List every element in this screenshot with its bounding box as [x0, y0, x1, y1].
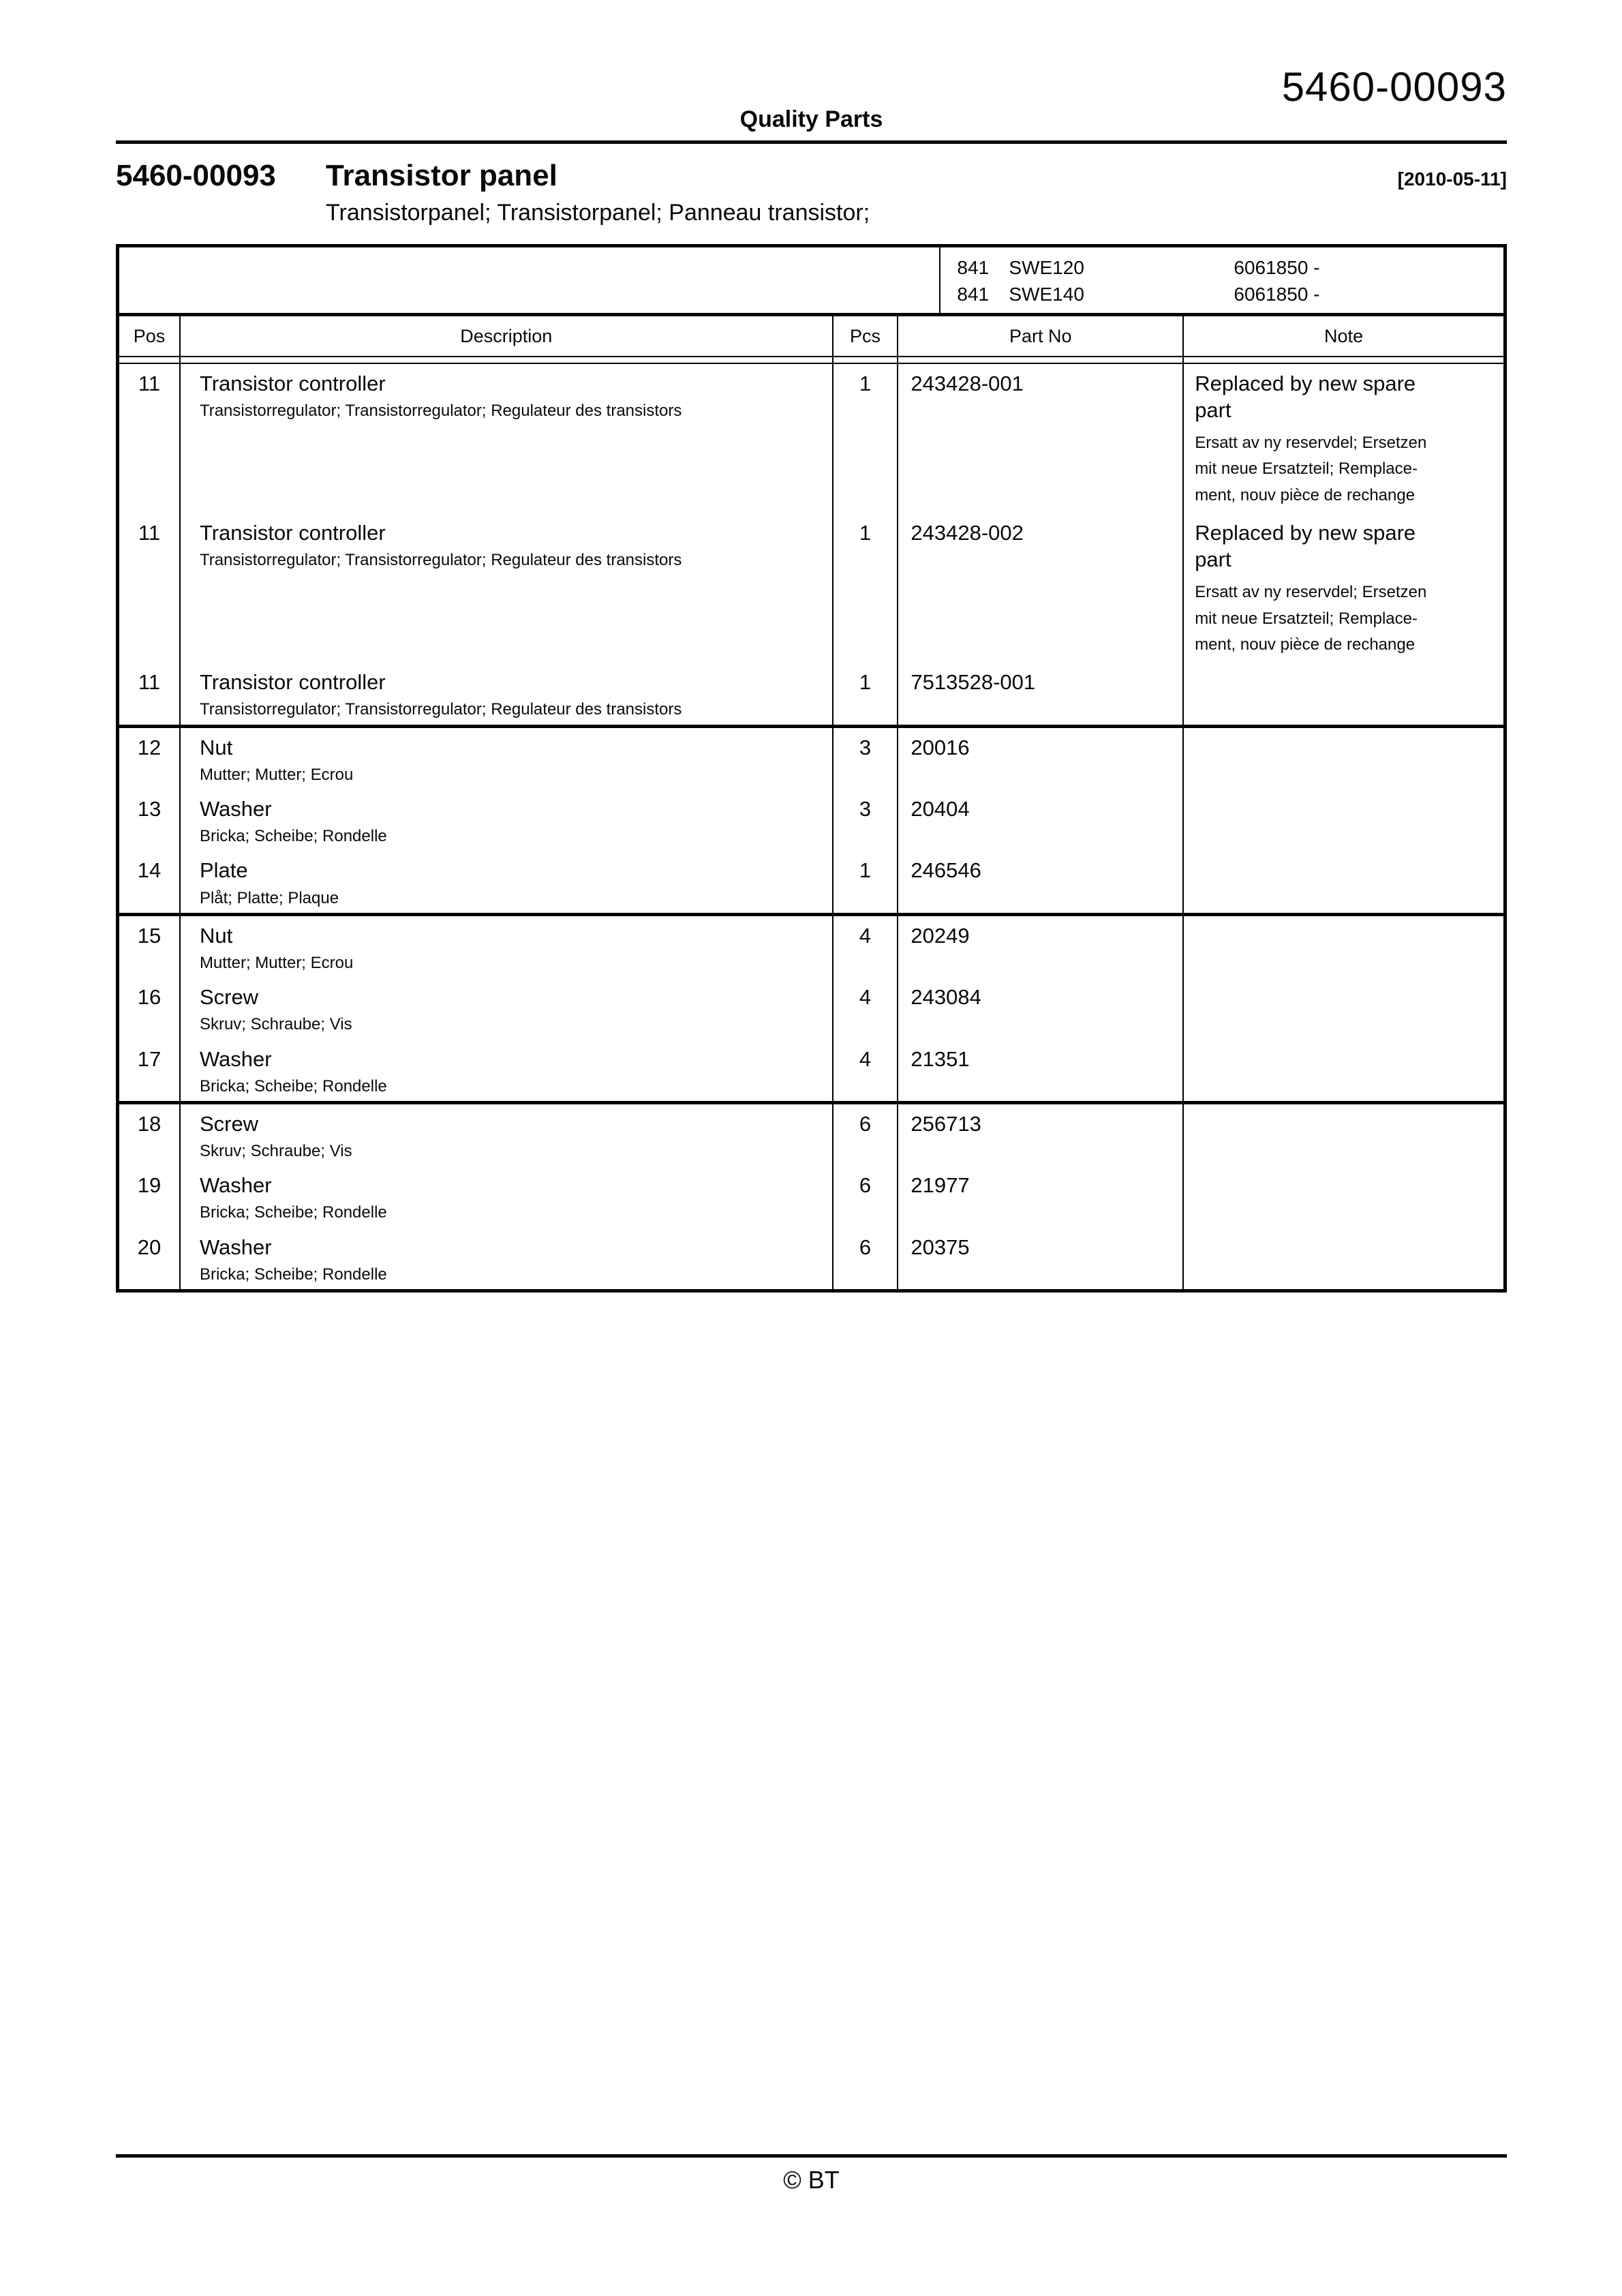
- row-part-no: 21977: [897, 1166, 1182, 1227]
- model-code: 841: [957, 257, 990, 278]
- model-name: SWE120: [1009, 257, 1084, 278]
- row-description: [179, 513, 832, 663]
- masthead: [116, 64, 1507, 132]
- row-part-no: 243084: [897, 978, 1182, 1039]
- description-translations: Bricka; Scheibe; Rondelle: [199, 827, 387, 846]
- description-main: Transistor controller: [199, 670, 386, 695]
- row-note: [1182, 1228, 1503, 1289]
- description-main: Washer: [199, 1173, 272, 1198]
- row-pcs: 6: [832, 1104, 898, 1166]
- title-row: [116, 159, 1507, 193]
- row-description: [179, 916, 832, 978]
- row-note: [1182, 789, 1503, 851]
- table-row: [119, 364, 1503, 513]
- row-description: [179, 364, 832, 513]
- row-part-no: 256713: [897, 1104, 1182, 1166]
- row-group: [119, 364, 1503, 725]
- row-note: [1182, 978, 1503, 1039]
- row-description: [179, 978, 832, 1039]
- row-description: [179, 851, 832, 912]
- description-translations: Skruv; Schraube; Vis: [199, 1015, 352, 1034]
- row-pos: 14: [137, 858, 162, 883]
- row-pcs: 4: [832, 978, 898, 1039]
- description-translations: Bricka; Scheibe; Rondelle: [199, 1203, 387, 1222]
- note-translations: Ersatt av ny reservdel; Ersetzen mit neue Ersatzteil; Remplace- ment, nouv pièce de rechange: [1195, 433, 1427, 505]
- description-main: Plate: [199, 858, 248, 883]
- row-pos: 12: [137, 735, 162, 759]
- table-row: [119, 1104, 1503, 1166]
- description-translations: Bricka; Scheibe; Rondelle: [199, 1076, 387, 1096]
- description-translations: Transistorregulator; Transistorregulator; Regulateur des transistors: [199, 402, 682, 421]
- row-pos: 16: [137, 985, 162, 1010]
- page-footer: [116, 2154, 1507, 2194]
- row-pcs: 1: [832, 663, 898, 724]
- description-translations: Skruv; Schraube; Vis: [199, 1142, 352, 1161]
- table-row: [119, 916, 1503, 978]
- model-serial-range: 6061850 -: [1234, 257, 1320, 278]
- row-pos: 18: [137, 1111, 162, 1136]
- model-row: [957, 281, 1503, 307]
- row-part-no: 21351: [897, 1040, 1182, 1101]
- row-pos: 19: [137, 1173, 162, 1198]
- row-part-no: 20375: [897, 1228, 1182, 1289]
- row-note: [1182, 916, 1503, 978]
- doc-number-top: 5460-00093: [1281, 64, 1507, 110]
- row-note: [1182, 1040, 1503, 1101]
- description-main: Nut: [199, 735, 233, 759]
- note-main: Replaced by new spare part: [1195, 372, 1416, 422]
- description-main: Washer: [199, 797, 272, 821]
- row-pcs: 1: [832, 513, 898, 663]
- table-header-row: [119, 316, 1503, 357]
- row-pcs: 6: [832, 1228, 898, 1289]
- row-pos: 11: [138, 372, 161, 395]
- row-description: [179, 728, 832, 789]
- col-header-part-no: Part No: [897, 316, 1182, 356]
- row-description: [179, 1228, 832, 1289]
- row-pos: 20: [137, 1235, 162, 1259]
- row-note: [1182, 513, 1503, 663]
- description-translations: Transistorregulator; Transistorregulator; Regulateur des transistors: [199, 551, 682, 570]
- model-box-empty-cell: [119, 247, 940, 313]
- copyright: © BT: [783, 2166, 840, 2194]
- revision-date: [2010-05-11]: [1397, 168, 1507, 190]
- description-main: Screw: [199, 1111, 259, 1136]
- parts-table: [116, 244, 1507, 1293]
- model-code: 841: [957, 284, 990, 305]
- table-row: [119, 1166, 1503, 1227]
- title-doc-number: 5460-00093: [116, 159, 276, 192]
- row-note: [1182, 851, 1503, 912]
- table-row: [119, 1228, 1503, 1289]
- row-note: [1182, 663, 1503, 724]
- description-main: Washer: [199, 1046, 272, 1071]
- brand-title: Quality Parts: [739, 106, 883, 132]
- row-note: [1182, 728, 1503, 789]
- row-pos: 11: [138, 670, 161, 695]
- row-part-no: 243428-002: [897, 513, 1182, 663]
- row-part-no: 243428-001: [897, 364, 1182, 513]
- model-serial-range: 6061850 -: [1234, 284, 1320, 305]
- description-translations: Plåt; Platte; Plaque: [199, 888, 339, 907]
- row-part-no: 20404: [897, 789, 1182, 851]
- row-description: [179, 1166, 832, 1227]
- description-translations: Transistorregulator; Transistorregulator; Regulateur des transistors: [199, 700, 682, 719]
- row-part-no: 246546: [897, 851, 1182, 912]
- table-row: [119, 1040, 1503, 1101]
- table-row: [119, 728, 1503, 789]
- row-pcs: 3: [832, 789, 898, 851]
- row-pcs: 1: [832, 851, 898, 912]
- footer-rule: [116, 2154, 1507, 2158]
- table-row: [119, 789, 1503, 851]
- row-note: [1182, 364, 1503, 513]
- description-main: Washer: [199, 1235, 272, 1259]
- row-description: [179, 1040, 832, 1101]
- description-translations: Mutter; Mutter; Ecrou: [199, 765, 354, 784]
- row-pcs: 3: [832, 728, 898, 789]
- row-pos: 15: [137, 923, 162, 948]
- note-main: Replaced by new spare part: [1195, 521, 1416, 571]
- note-translations: Ersatt av ny reservdel; Ersetzen mit neue Ersatzteil; Remplace- ment, nouv pièce de rechange: [1195, 582, 1427, 654]
- model-list: [940, 247, 1503, 313]
- col-header-description: Description: [179, 316, 832, 356]
- row-pcs: 6: [832, 1166, 898, 1227]
- row-group: [119, 725, 1503, 913]
- model-box: [119, 247, 1503, 316]
- row-part-no: 7513528-001: [897, 663, 1182, 724]
- table-row: [119, 513, 1503, 663]
- table-row: [119, 978, 1503, 1039]
- model-name: SWE140: [1009, 284, 1084, 305]
- title-translations: Transistorpanel; Transistorpanel; Panneau transistor;: [326, 200, 870, 226]
- row-note: [1182, 1104, 1503, 1166]
- row-pcs: 4: [832, 1040, 898, 1101]
- row-description: [179, 1104, 832, 1166]
- row-pcs: 1: [832, 364, 898, 513]
- table-row: [119, 663, 1503, 724]
- row-part-no: 20249: [897, 916, 1182, 978]
- page-title: Transistor panel: [326, 159, 557, 192]
- description-main: Transistor controller: [199, 372, 386, 395]
- model-row: [957, 254, 1503, 281]
- col-header-pos: Pos: [133, 325, 166, 346]
- description-main: Screw: [199, 985, 259, 1010]
- row-group: [119, 1101, 1503, 1289]
- description-main: Transistor controller: [199, 521, 386, 545]
- col-header-note: Note: [1182, 316, 1503, 356]
- row-pcs: 4: [832, 916, 898, 978]
- row-note: [1182, 1166, 1503, 1227]
- description-main: Nut: [199, 923, 233, 948]
- description-translations: Mutter; Mutter; Ecrou: [199, 953, 354, 972]
- row-pos: 17: [137, 1046, 162, 1071]
- row-group: [119, 913, 1503, 1101]
- row-part-no: 20016: [897, 728, 1182, 789]
- row-pos: 13: [137, 797, 162, 821]
- col-header-pcs: Pcs: [832, 316, 898, 356]
- row-pos: 11: [138, 521, 161, 545]
- header-rule: [116, 140, 1507, 144]
- table-row: [119, 851, 1503, 912]
- header-separator: [119, 357, 1503, 364]
- description-translations: Bricka; Scheibe; Rondelle: [199, 1265, 387, 1284]
- row-description: [179, 663, 832, 724]
- row-description: [179, 789, 832, 851]
